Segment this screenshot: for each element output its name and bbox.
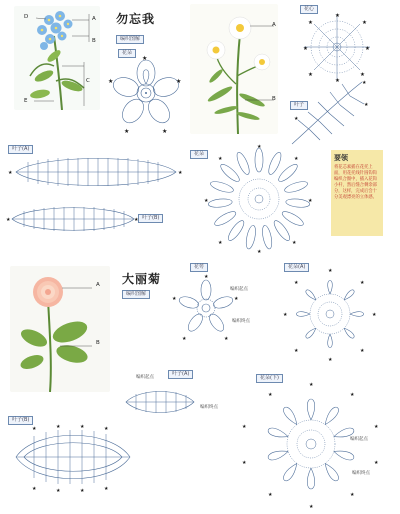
dahlia-photo: [10, 266, 110, 392]
photo-letter-d: D: [24, 14, 29, 20]
svg-text:★: ★: [360, 348, 365, 354]
dahlia-letter-a: A: [96, 282, 100, 288]
daisy-photo: [190, 4, 278, 134]
svg-text:★: ★: [257, 249, 262, 254]
daisy-center-tag: 花心: [300, 5, 318, 14]
svg-text:★: ★: [134, 217, 139, 223]
svg-text:★: ★: [182, 336, 187, 342]
dahlia-leaf-a-tag: 叶子(A): [168, 370, 193, 379]
svg-text:★: ★: [80, 488, 85, 492]
daisy-letter-b: B: [272, 96, 276, 102]
daisy-illustration: [190, 4, 278, 134]
svg-text:★: ★: [32, 486, 37, 492]
svg-text:★: ★: [335, 13, 340, 19]
leaf-a-end-label: 编织终点: [200, 405, 218, 410]
daisy-leaf-tag: 叶子: [290, 101, 308, 110]
forget-me-not-flower-diagram: [106, 55, 186, 137]
svg-text:★: ★: [32, 426, 37, 432]
svg-text:★: ★: [283, 312, 288, 318]
svg-text:★: ★: [142, 55, 148, 62]
svg-text:★: ★: [204, 198, 209, 204]
svg-text:★: ★: [292, 240, 297, 246]
forget-me-not-photo: [14, 6, 100, 110]
svg-text:★: ★: [124, 128, 130, 135]
flower-b-start-label: 编织起点: [350, 437, 368, 442]
forget-me-not-pattern-tag: 编织图解: [116, 35, 144, 44]
svg-text:★: ★: [294, 280, 299, 286]
svg-text:★: ★: [303, 46, 308, 52]
svg-text:★: ★: [162, 128, 168, 135]
tip-title: 要领: [334, 153, 348, 162]
dahlia-calyx-tag: 花萼: [190, 263, 208, 272]
svg-text:★: ★: [172, 296, 177, 302]
dahlia-flower-b-tag: 花朵(下): [256, 374, 283, 383]
photo-letter-b: B: [92, 38, 96, 44]
photo-letter-c: C: [86, 78, 90, 84]
svg-text:★: ★: [350, 492, 355, 498]
svg-text:★: ★: [8, 170, 13, 176]
svg-text:★: ★: [308, 198, 313, 204]
dahlia-leaf-b-tag: 叶子(B): [8, 416, 33, 425]
svg-text:★: ★: [234, 296, 239, 302]
svg-text:★: ★: [218, 156, 223, 162]
svg-text:★: ★: [294, 116, 299, 122]
svg-text:★: ★: [56, 488, 61, 492]
dahlia-calyx-diagram: [170, 272, 242, 344]
forget-me-not-leaf-a-tag: 叶子(A): [8, 145, 33, 154]
dahlia-leaf-a-diagram: [120, 382, 200, 422]
forget-me-not-leaf-b-tag: 叶子(B): [138, 214, 163, 223]
svg-text:★: ★: [104, 426, 109, 432]
photo-letter-e: E: [24, 98, 28, 104]
svg-text:★: ★: [364, 102, 369, 108]
calyx-start-label: 编织起点: [230, 287, 248, 292]
daisy-flower-tag: 花朵: [190, 150, 208, 159]
svg-text:★: ★: [6, 217, 11, 223]
dahlia-title: 大丽菊: [122, 272, 162, 286]
svg-text:★: ★: [218, 240, 223, 246]
dahlia-flower-a-tag: 花朵(A): [284, 263, 309, 272]
svg-text:★: ★: [350, 392, 355, 398]
svg-text:★: ★: [242, 424, 247, 430]
dahlia-illustration: [10, 266, 110, 392]
dahlia-letter-b: B: [96, 340, 100, 346]
tip-text: 将花芯素插在花托上面，用花托线针圆钩钩编织合圈中，插入花钩小杆，然后缝合剩余部分，这样，完成后会十分美观漂亮的立体感。: [334, 165, 377, 200]
svg-text:★: ★: [224, 336, 229, 342]
daisy-flower-diagram: [204, 144, 314, 254]
svg-text:★: ★: [204, 274, 209, 280]
tip-box: [331, 150, 383, 236]
flower-b-end-label: 编织终点: [352, 471, 370, 476]
svg-text:★: ★: [308, 20, 313, 26]
svg-text:★: ★: [294, 156, 299, 162]
svg-text:★: ★: [294, 348, 299, 354]
dahlia-pattern-tag: 编织图解: [122, 290, 150, 299]
svg-text:★: ★: [374, 460, 379, 466]
svg-text:★: ★: [108, 78, 114, 85]
svg-text:★: ★: [328, 357, 333, 362]
svg-text:★: ★: [257, 144, 262, 150]
svg-text:★: ★: [268, 392, 273, 398]
calyx-end-label: 编织终点: [232, 319, 250, 324]
svg-text:★: ★: [362, 80, 367, 86]
svg-text:★: ★: [365, 46, 370, 52]
leaf-a-start-label: 编织起点: [136, 375, 154, 380]
svg-text:★: ★: [56, 424, 61, 430]
forget-me-not-petal-tag: 花朵: [118, 49, 136, 58]
dahlia-leaf-b-diagram: [10, 422, 136, 492]
svg-text:★: ★: [374, 424, 379, 430]
svg-text:★: ★: [328, 268, 333, 274]
svg-text:★: ★: [362, 20, 367, 26]
daisy-center-diagram: [302, 12, 372, 82]
svg-text:★: ★: [268, 492, 273, 498]
svg-text:★: ★: [360, 280, 365, 286]
svg-text:★: ★: [242, 460, 247, 466]
daisy-leaf-diagram: [290, 78, 370, 148]
svg-text:★: ★: [176, 78, 182, 85]
leaf-a-diagram: [8, 152, 184, 192]
svg-text:★: ★: [309, 504, 314, 510]
dahlia-flower-a-diagram: [282, 264, 378, 362]
svg-text:★: ★: [104, 486, 109, 492]
svg-text:★: ★: [372, 312, 377, 318]
photo-letter-a: A: [92, 16, 96, 22]
svg-text:★: ★: [335, 78, 340, 82]
svg-text:★: ★: [178, 170, 183, 176]
svg-text:★: ★: [360, 72, 365, 78]
dahlia-flower-b-diagram: [236, 378, 386, 510]
forget-me-not-title: 勿忘我: [116, 12, 156, 26]
daisy-letter-a: A: [272, 22, 276, 28]
forget-me-not-illustration: [14, 6, 100, 110]
svg-text:★: ★: [80, 424, 85, 430]
svg-text:★: ★: [309, 382, 314, 388]
svg-text:★: ★: [308, 72, 313, 78]
leaf-b-diagram: [6, 202, 140, 236]
